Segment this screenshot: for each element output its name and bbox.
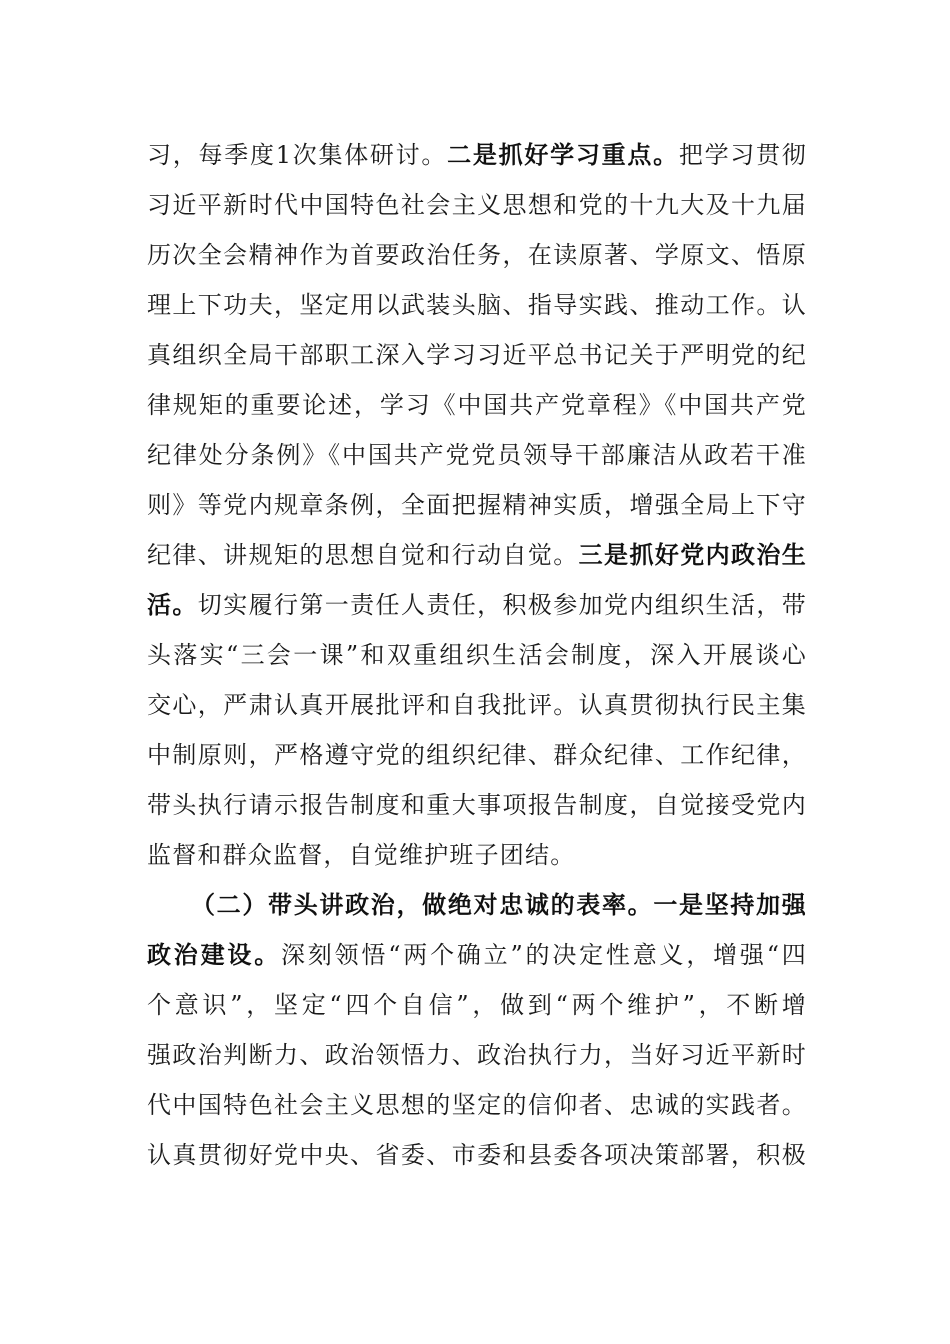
- document-body: [147, 130, 807, 1180]
- text-line: [147, 480, 807, 530]
- text-line: [147, 380, 807, 430]
- text-segment: 带头执行请示报告制度和重大事项报告制度，自觉接受党内: [147, 791, 807, 819]
- text-segment: 纪律处分条例》《中国共产党党员领导干部廉洁从政若干准: [147, 441, 807, 469]
- bold-text-segment: 活。: [147, 590, 198, 619]
- text-segment: 习，每季度1次集体研讨。: [147, 141, 448, 169]
- text-line: [147, 230, 807, 280]
- text-segment: 把学习贯彻: [678, 141, 807, 169]
- text-segment: 切实履行第一责任人责任，积极参加党内组织生活，带: [197, 591, 807, 619]
- text-segment: 交心，严肃认真开展批评和自我批评。认真贯彻执行民主集: [147, 691, 807, 719]
- text-segment: 强政治判断力、政治领悟力、政治执行力，当好习近平新时: [147, 1041, 807, 1069]
- text-segment: 律规矩的重要论述，学习《中国共产党章程》《中国共产党: [147, 391, 807, 419]
- bold-text-segment: 政治建设。: [147, 940, 281, 969]
- text-line: [147, 780, 807, 830]
- bold-text-segment: 三是抓好党内政治生: [578, 540, 807, 569]
- bold-text-segment: 二是抓好学习重点。: [447, 140, 679, 169]
- text-line: [147, 280, 807, 330]
- text-segment: 理上下功夫，坚定用以武装头脑、指导实践、推动工作。认: [147, 291, 807, 319]
- text-segment: 代中国特色社会主义思想的坚定的信仰者、忠诚的实践者。: [147, 1091, 807, 1119]
- text-segment: 监督和群众监督，自觉维护班子团结。: [147, 841, 576, 869]
- text-segment: 深刻领悟“两个确立”的决定性意义，增强“四: [281, 941, 807, 969]
- text-line: [147, 630, 807, 680]
- text-segment: 中制原则，严格遵守党的组织纪律、群众纪律、工作纪律，: [147, 741, 807, 769]
- text-segment: 纪律、讲规矩的思想自觉和行动自觉。: [147, 541, 579, 569]
- text-line: [147, 180, 807, 230]
- text-segment: 真组织全局干部职工深入学习习近平总书记关于严明党的纪: [147, 341, 807, 369]
- text-segment: 认真贯彻好党中央、省委、市委和县委各项决策部署，积极: [147, 1141, 807, 1169]
- text-line: [147, 880, 807, 930]
- text-line: [147, 830, 807, 880]
- text-line: [147, 430, 807, 480]
- text-line: [147, 730, 807, 780]
- text-line: [147, 1080, 807, 1130]
- text-segment: 则》等党内规章条例，全面把握精神实质，增强全局上下守: [147, 491, 807, 519]
- bold-text-segment: （二）带头讲政治，做绝对忠诚的表率。一是坚持加强: [191, 890, 807, 919]
- text-line: [147, 130, 807, 180]
- text-segment: 习近平新时代中国特色社会主义思想和党的十九大及十九届: [147, 191, 807, 219]
- text-line: [147, 1030, 807, 1080]
- text-line: [147, 980, 807, 1030]
- text-line: [147, 930, 807, 980]
- text-line: [147, 330, 807, 380]
- text-line: [147, 680, 807, 730]
- text-line: [147, 580, 807, 630]
- text-line: [147, 530, 807, 580]
- text-segment: 头落实“三会一课”和双重组织生活会制度，深入开展谈心: [147, 641, 807, 669]
- text-line: [147, 1130, 807, 1180]
- text-segment: 个意识”，坚定“四个自信”，做到“两个维护”，不断增: [147, 991, 807, 1019]
- text-segment: 历次全会精神作为首要政治任务，在读原著、学原文、悟原: [147, 241, 807, 269]
